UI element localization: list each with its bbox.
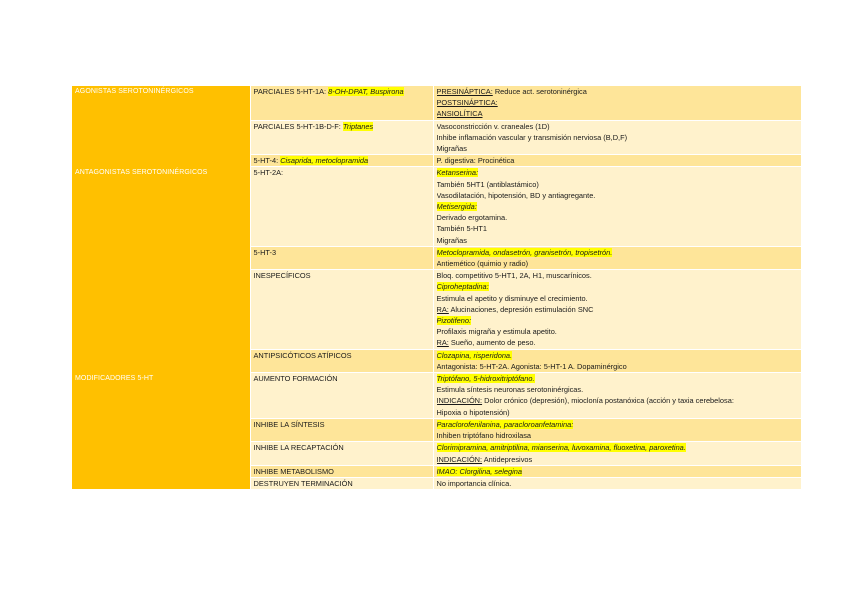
subtype-parciales-1b: PARCIALES 5-HT-1B-D-F: Triptanes [250, 120, 433, 155]
description-parciales-1b: Vasoconstricción v. craneales (1D) Inhibe inflamación vascular y transmisión nerviosa (B,D,F) Migrañas [433, 120, 801, 155]
subtype-destruyen-terminacion: DESTRUYEN TERMINACIÓN [250, 477, 433, 489]
group-antagonistas: ANTAGONISTAS SEROTONINÉRGICOS [72, 167, 250, 373]
description-inhibe-sintesis: Paraclorofenilanina, paracloroanfetamina: Inhiben triptófano hidroxilasa [433, 418, 801, 441]
subtype-inhibe-sintesis: INHIBE LA SÍNTESIS [250, 418, 433, 441]
group-modificadores: MODIFICADORES 5-HT [72, 373, 250, 490]
group-agonistas: AGONISTAS SEROTONINÉRGICOS [72, 86, 250, 167]
subtype-5ht2a: 5-HT-2A: [250, 167, 433, 246]
subtype-5ht4: 5-HT-4: Cisaprida, metoclopramida [250, 155, 433, 167]
subtype-5ht3: 5-HT-3 [250, 246, 433, 269]
subtype-inhibe-recaptacion: INHIBE LA RECAPTACIÓN [250, 442, 433, 465]
description-antipsicoticos: Clozapina, risperidona. Antagonista: 5-HT-2A. Agonista: 5-HT-1 A. Dopaminérgico [433, 349, 801, 372]
description-5ht3: Metoclopramida, ondasetrón, granisetrón, tropisetrón. Antiemético (quimio y radio) [433, 246, 801, 269]
table-row [72, 167, 801, 246]
description-5ht4: P. digestiva: Procinética [433, 155, 801, 167]
description-destruyen-terminacion: No importancia clínica. [433, 477, 801, 489]
description-5ht2a: Ketanserina: También 5HT1 (antiblastámico) Vasodilatación, hipotensión, BD y antiagregante. Metisergida: Derivado ergotamina. También 5-HT1 Migrañas [433, 167, 801, 246]
description-inhibe-metabolismo: IMAO: Clorgilina, selegina [433, 465, 801, 477]
table-row [72, 86, 801, 120]
subtype-inespecificos: INESPECÍFICOS [250, 270, 433, 349]
subtype-antipsicoticos: ANTIPSICÓTICOS ATÍPICOS [250, 349, 433, 372]
subtype-parciales-1a: PARCIALES 5-HT-1A: 8-OH-DPAT, Buspirona [250, 86, 433, 120]
table-row [72, 373, 801, 419]
description-parciales-1a: PRESINÁPTICA: Reduce act. serotoninérgica POSTSINÁPTICA: ANSIOLÍTICA [433, 86, 801, 120]
description-aumento-formacion: Triptófano, 5-hidroxitriptófano. Estimula síntesis neuronas serotoninérgicas. INDICACIÓN: Dolor crónico (depresión), mioclonía postanóxica (acción y taxia cerebelosa: Hipoxia o hipotensión) [433, 373, 801, 419]
description-inespecificos: Bloq. competitivo 5-HT1, 2A, H1, muscarínicos. Ciproheptadina: Estimula el apetito y disminuye el crecimiento. RA: Alucinaciones, depresión estimulación SNC Pizotifeno: Profilaxis migraña y estimula apetito. RA: Sueño, aumento de peso. [433, 270, 801, 349]
subtype-inhibe-metabolismo: INHIBE METABOLISMO [250, 465, 433, 477]
description-inhibe-recaptacion: Clorimipramina, amitriptilina, mianserina, luvoxamina, fluoxetina, paroxetina. INDICACIÓN: Antidepresivos [433, 442, 801, 465]
subtype-aumento-formacion: AUMENTO FORMACIÓN [250, 373, 433, 419]
serotonin-drug-table [72, 86, 801, 489]
